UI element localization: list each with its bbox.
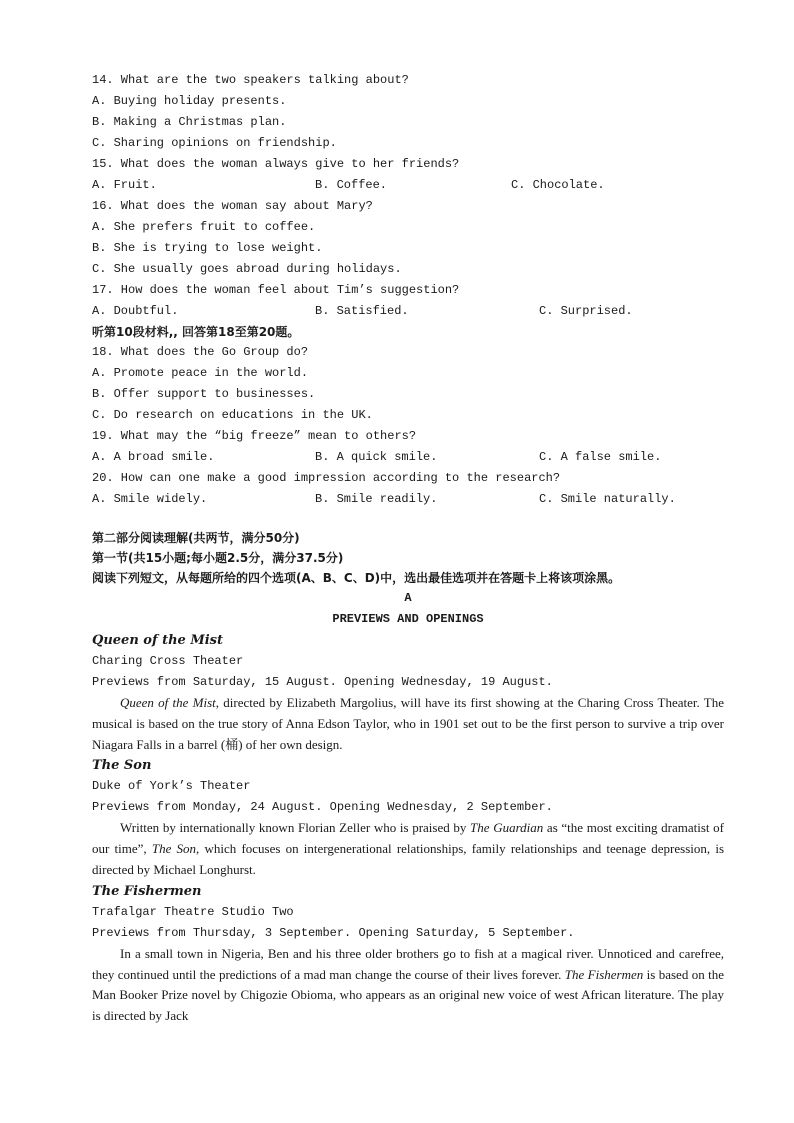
show-title-3: The Fishermen xyxy=(92,883,202,899)
show-dates-3: Previews from Thursday, 3 September. Opening Saturday, 5 September. xyxy=(92,925,575,940)
show-title-2: The Son xyxy=(92,758,152,774)
option-15b: B. Coffee. xyxy=(315,178,388,192)
show-desc-2-b: The Guardian xyxy=(470,820,544,836)
option-19c: C. A false smile. xyxy=(539,450,662,464)
options-20 xyxy=(92,489,724,510)
option-14c: C. Sharing opinions on friendship. xyxy=(92,136,337,150)
question-20: 20. How can one make a good impression according to the research? xyxy=(92,471,561,485)
question-16: 16. What does the woman say about Mary? xyxy=(92,199,373,213)
option-19b: B. A quick smile. xyxy=(315,450,438,464)
question-15: 15. What does the woman always give to her friends? xyxy=(92,157,460,171)
show-desc-3-a: In a small town in Nigeria, Ben and his three older brothers go to fish at a magical river. Unnoticed and carefree, they continued until the predictions of a mad man change the course of their lives forever. xyxy=(92,945,724,982)
show-dates-1: Previews from Saturday, 15 August. Opening Wednesday, 19 August. xyxy=(92,675,553,689)
question-19: 19. What may the “big freeze” mean to others? xyxy=(92,429,417,443)
option-20b: B. Smile readily. xyxy=(315,492,438,506)
show-desc-2-a: Written by internationally known Florian Zeller who is praised by xyxy=(120,820,471,836)
option-20a: A. Smile widely. xyxy=(92,492,208,506)
show-desc-3-c: is based on the Man Booker Prize novel by Chigozie Obioma, who appears as an original new voice of west African literature. The play is directed by Jack xyxy=(92,966,724,1024)
spacer xyxy=(92,510,724,528)
option-15c: C. Chocolate. xyxy=(511,178,605,192)
question-14: 14. What are the two speakers talking about? xyxy=(92,73,409,87)
show-desc-2-d: The Son xyxy=(151,841,197,857)
part-2-heading: 第二部分阅读理解(共两节，满分50分) xyxy=(92,531,300,545)
section-10-heading: 听第10段材料,, 回答第18至第20题。 xyxy=(92,325,300,339)
option-17b: B. Satisfied. xyxy=(315,304,409,318)
show-venue-1: Charing Cross Theater xyxy=(92,654,244,668)
show-desc-2-c: as “the most exciting dramatist of our time”, xyxy=(92,820,725,857)
option-20c: C. Smile naturally. xyxy=(539,492,676,506)
section-1-heading: 第一节(共15小题;每小题2.5分，满分37.5分) xyxy=(92,551,344,565)
option-14b: B. Making a Christmas plan. xyxy=(92,115,287,129)
show-venue-3: Trafalgar Theatre Studio Two xyxy=(92,904,294,919)
option-15a: A. Fruit. xyxy=(92,178,157,192)
question-17: 17. How does the woman feel about Tim’s suggestion? xyxy=(92,283,460,297)
option-19a: A. A broad smile. xyxy=(92,450,215,464)
option-18c: C. Do research on educations in the UK. xyxy=(92,408,373,422)
passage-letter: A xyxy=(404,591,412,605)
show-desc-1 xyxy=(92,693,724,755)
show-desc-3-b: The Fishermen xyxy=(564,966,644,982)
option-16b: B. She is trying to lose weight. xyxy=(92,241,323,255)
option-16a: A. She prefers fruit to coffee. xyxy=(92,220,316,234)
option-16c: C. She usually goes abroad during holidays. xyxy=(92,262,402,276)
show-desc-1-title: Queen of the Mist xyxy=(120,695,216,710)
option-17c: C. Surprised. xyxy=(539,304,633,318)
passage-title: PREVIEWS AND OPENINGS xyxy=(332,612,484,626)
option-17a: A. Doubtful. xyxy=(92,304,179,318)
reading-instruction: 阅读下列短文，从每题所给的四个选项(A、B、C、D)中，选出最佳选项并在答题卡上将该项涂黑。 xyxy=(92,571,621,585)
options-15 xyxy=(92,175,724,196)
option-18b: B. Offer support to businesses. xyxy=(92,387,316,401)
exam-page xyxy=(92,70,724,1027)
show-desc-2-e: , which focuses on intergenerational relationships, family relationships and teenage depression, is directed by Michael Longhurst. xyxy=(92,841,724,877)
show-title-1: Queen of the Mist xyxy=(92,633,223,648)
question-18: 18. What does the Go Group do? xyxy=(92,345,309,359)
options-17 xyxy=(92,301,724,322)
option-14a: A. Buying holiday presents. xyxy=(92,94,287,108)
show-venue-2: Duke of York’s Theater xyxy=(92,779,251,794)
show-desc-3 xyxy=(92,944,724,1027)
show-dates-2: Previews from Monday, 24 August. Opening Wednesday, 2 September. xyxy=(92,800,553,815)
show-desc-1-text: , directed by Elizabeth Margolius, will have its first showing at the Charing Cross Theater. The musical is based on the true story of Anna Edson Taylor, who in 1901 set out to be the first person to survive a trip over Niagara Falls in a barrel (桶) of her own design. xyxy=(92,695,724,752)
options-19 xyxy=(92,447,724,468)
option-18a: A. Promote peace in the world. xyxy=(92,366,309,380)
show-desc-2 xyxy=(92,818,724,880)
